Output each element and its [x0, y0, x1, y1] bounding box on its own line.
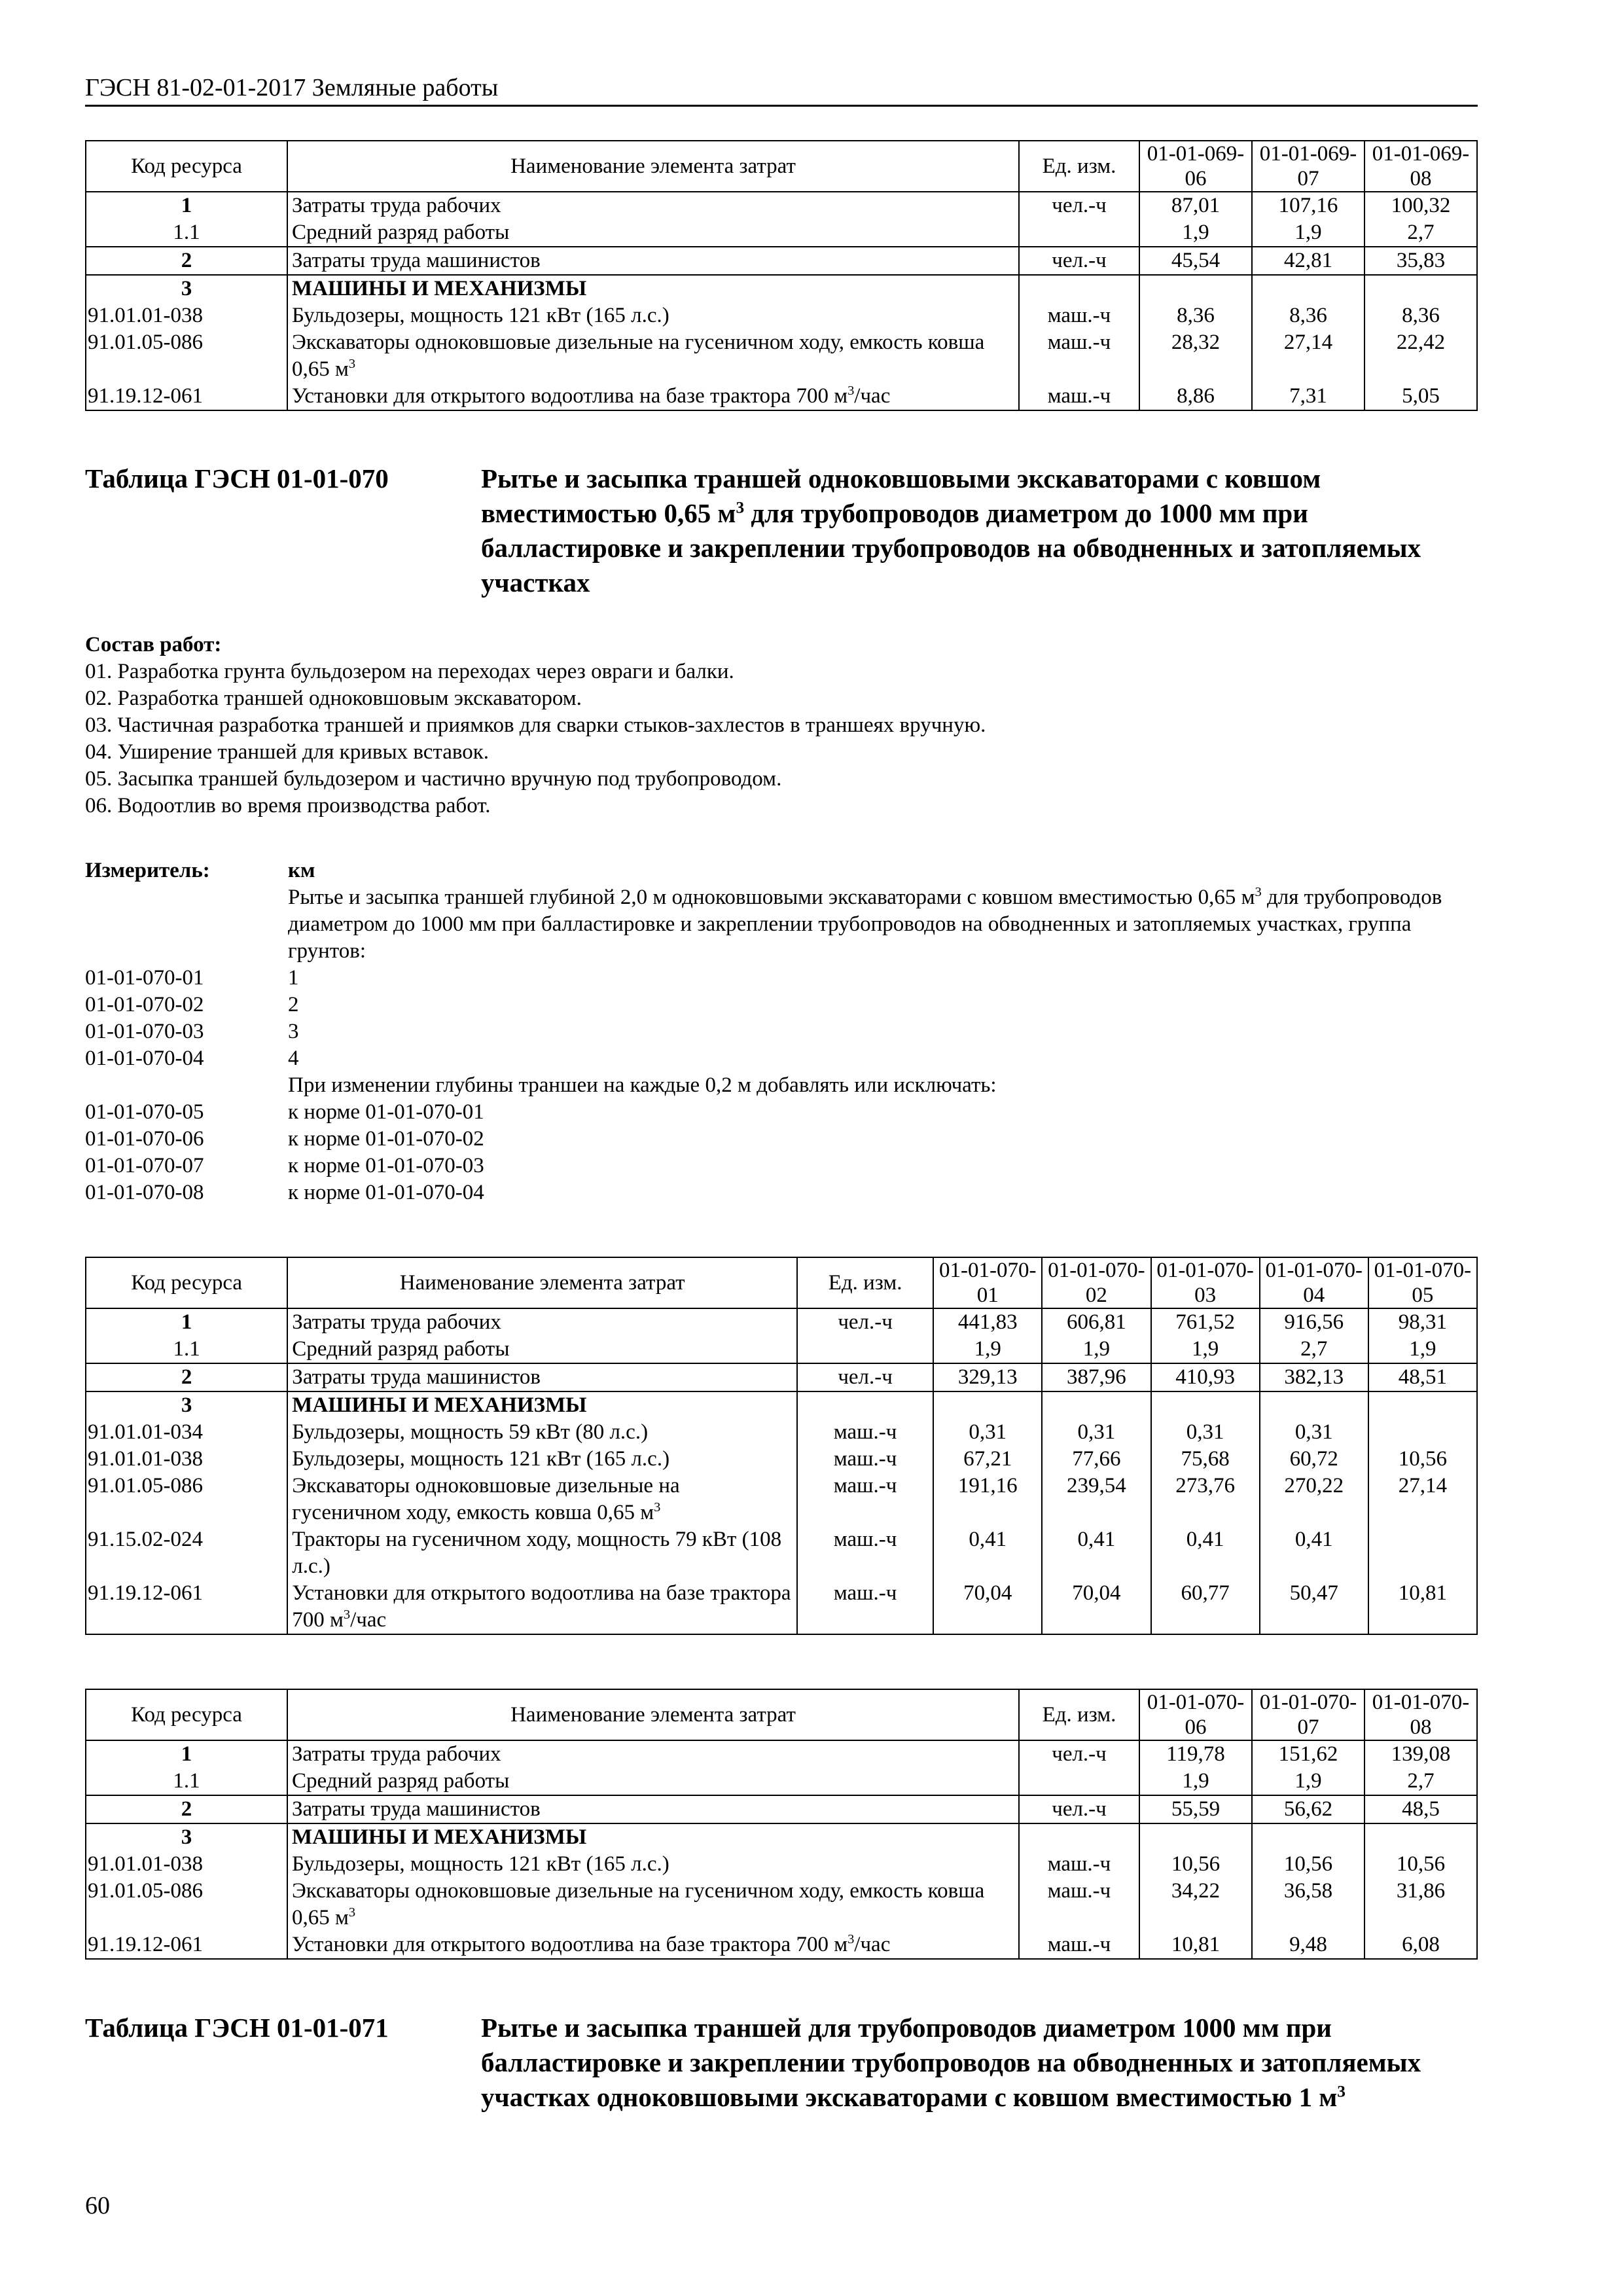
resource-value: 270,22 — [1260, 1473, 1368, 1526]
resource-code: 91.01.01-034 — [86, 1419, 287, 1446]
work-items — [85, 658, 1478, 819]
resource-value: 100,32 — [1364, 192, 1477, 219]
page-number: 60 — [85, 2192, 110, 2219]
resource-unit: чел.-ч — [1019, 1795, 1139, 1823]
resource-unit: чел.-ч — [1019, 192, 1139, 219]
table-row — [86, 1391, 1477, 1419]
resource-value: 1,9 — [1252, 1768, 1364, 1795]
resource-unit — [797, 1336, 933, 1363]
resource-value — [933, 1391, 1042, 1419]
resource-code: 91.01.01-038 — [86, 302, 287, 329]
col-header-norm: 01-01-070-02 — [1042, 1257, 1150, 1308]
meter-block — [85, 857, 1478, 1206]
resource-value: 329,13 — [933, 1363, 1042, 1391]
col-header-unit: Ед. изм. — [1019, 141, 1139, 192]
resource-value: 45,54 — [1139, 247, 1252, 275]
norm-value: 3 — [288, 1020, 299, 1043]
resource-table-069 — [85, 140, 1478, 411]
resource-value: 0,31 — [933, 1419, 1042, 1446]
resource-unit: маш.-ч — [797, 1446, 933, 1473]
norm-value: к норме 01-01-070-02 — [288, 1127, 484, 1151]
table-row — [86, 1931, 1477, 1959]
resource-name: Экскаваторы одноковшовые дизельные на гусеничном ходу, емкость ковша 0,65 $м^3$ — [287, 1878, 1019, 1931]
resource-table-070-a — [85, 1257, 1478, 1635]
resource-value: 191,16 — [933, 1473, 1042, 1526]
table-row — [86, 1878, 1477, 1931]
resource-value — [1364, 275, 1477, 302]
resource-value: 441,83 — [933, 1308, 1042, 1336]
resource-value — [1260, 1391, 1368, 1419]
resource-code: 91.19.12-061 — [86, 1580, 287, 1634]
resource-value: 387,96 — [1042, 1363, 1150, 1391]
norm-code: 01-01-070-02 — [85, 993, 204, 1016]
resource-unit: маш.-ч — [1019, 1851, 1139, 1878]
col-header-norm: 01-01-070-03 — [1151, 1257, 1260, 1308]
table-row — [86, 1446, 1477, 1473]
resource-unit: маш.-ч — [1019, 329, 1139, 383]
resource-code: 91.01.01-038 — [86, 1851, 287, 1878]
resource-value: 1,9 — [1252, 219, 1364, 247]
resource-name: Установки для открытого водоотлива на базе трактора 700 $м^3$/час — [287, 1931, 1019, 1959]
table-row — [86, 329, 1477, 383]
resource-name: Средний разряд работы — [287, 1768, 1019, 1795]
resource-value: 8,36 — [1139, 302, 1252, 329]
resource-value: 10,81 — [1368, 1580, 1477, 1634]
work-composition — [85, 632, 1478, 819]
resource-value — [1368, 1391, 1477, 1419]
table-row — [86, 1419, 1477, 1446]
resource-value: 36,58 — [1252, 1878, 1364, 1931]
resource-unit — [1019, 275, 1139, 302]
resource-value: 34,22 — [1139, 1878, 1252, 1931]
resource-value: 8,86 — [1139, 383, 1252, 410]
resource-value: 87,01 — [1139, 192, 1252, 219]
resource-value — [1252, 1823, 1364, 1851]
resource-name: Затраты труда машинистов — [287, 1795, 1019, 1823]
resource-value: 75,68 — [1151, 1446, 1260, 1473]
resource-value: 10,56 — [1252, 1851, 1364, 1878]
resource-value: 6,08 — [1364, 1931, 1477, 1959]
resource-value — [1139, 275, 1252, 302]
resource-name: Установки для открытого водоотлива на базе трактора 700 $м^3$/час — [287, 383, 1019, 410]
resource-code: 1.1 — [86, 1336, 287, 1363]
col-header-name: Наименование элемента затрат — [287, 1257, 797, 1308]
resource-value: 382,13 — [1260, 1363, 1368, 1391]
resource-code: 2 — [86, 247, 287, 275]
norm-codes-group1 — [85, 965, 1478, 1072]
col-header-norm: 01-01-070-06 — [1139, 1689, 1252, 1740]
resource-value: 239,54 — [1042, 1473, 1150, 1526]
resource-value: 1,9 — [1139, 1768, 1252, 1795]
norm-code: 01-01-070-05 — [85, 1100, 204, 1124]
work-item: 05. Засыпка траншей бульдозером и частично вручную под трубопроводом. — [85, 767, 782, 791]
resource-code: 1 — [86, 192, 287, 219]
norm-value: к норме 01-01-070-04 — [288, 1181, 484, 1204]
resource-value: 1,9 — [1151, 1336, 1260, 1363]
table-row — [86, 219, 1477, 247]
table-row — [86, 302, 1477, 329]
work-item: 06. Водоотлив во время производства работ. — [85, 794, 491, 817]
resource-value: 0,41 — [1042, 1526, 1150, 1580]
resource-unit — [1019, 1823, 1139, 1851]
resource-value: 0,41 — [1260, 1526, 1368, 1580]
norm-code: 01-01-070-01 — [85, 966, 204, 990]
table-row — [86, 1851, 1477, 1878]
col-header-norm: 01-01-070-07 — [1252, 1689, 1364, 1740]
table-caption: Рытье и засыпка траншей одноковшовыми экскаваторами с ковшом вместимостью 0,65 $м^3$ для трубопроводов диаметром до 1000 мм при балластировке и закреплении трубопроводов на обводненных и затопляемых участках — [481, 463, 1421, 598]
resource-value: 2,7 — [1364, 219, 1477, 247]
resource-value: 1,9 — [933, 1336, 1042, 1363]
resource-unit: чел.-ч — [797, 1363, 933, 1391]
table-label: Таблица ГЭСН 01-01-071 — [85, 2013, 389, 2043]
resource-value: 410,93 — [1151, 1363, 1260, 1391]
work-item: 03. Частичная разработка траншей и приямков для сварки стыков-захлестов в траншеях вручную. — [85, 713, 986, 737]
resource-value: 10,81 — [1139, 1931, 1252, 1959]
table-row — [86, 1473, 1477, 1526]
work-item: 04. Уширение траншей для кривых вставок. — [85, 740, 490, 764]
resource-code: 3 — [86, 1391, 287, 1419]
resource-value: 761,52 — [1151, 1308, 1260, 1336]
work-heading: Состав работ: — [85, 633, 222, 656]
table-row — [86, 1526, 1477, 1580]
resource-value — [1364, 1823, 1477, 1851]
resource-code: 91.01.05-086 — [86, 1473, 287, 1526]
resource-value: 0,31 — [1151, 1419, 1260, 1446]
resource-unit: маш.-ч — [1019, 302, 1139, 329]
col-header-norm: 01-01-070-04 — [1260, 1257, 1368, 1308]
resource-name: Затраты труда машинистов — [287, 247, 1019, 275]
resource-value: 139,08 — [1364, 1740, 1477, 1768]
resource-value: 9,48 — [1252, 1931, 1364, 1959]
resource-code: 2 — [86, 1363, 287, 1391]
work-item: 02. Разработка траншей одноковшовым экскаватором. — [85, 687, 582, 710]
resource-name: Бульдозеры, мощность 121 кВт (165 л.с.) — [287, 1851, 1019, 1878]
col-header-norm: 01-01-070-05 — [1368, 1257, 1477, 1308]
resource-name: МАШИНЫ И МЕХАНИЗМЫ — [287, 275, 1019, 302]
col-header-norm: 01-01-070-01 — [933, 1257, 1042, 1308]
resource-name: Бульдозеры, мощность 121 кВт (165 л.с.) — [287, 1446, 797, 1473]
resource-value — [1368, 1419, 1477, 1446]
table-row — [86, 1580, 1477, 1634]
norm-code: 01-01-070-06 — [85, 1127, 204, 1151]
resource-code: 1 — [86, 1740, 287, 1768]
table-row — [86, 1823, 1477, 1851]
resource-name: Затраты труда рабочих — [287, 1308, 797, 1336]
resource-value: 27,14 — [1252, 329, 1364, 383]
table-title-071 — [85, 2011, 1478, 2115]
resource-value: 2,7 — [1260, 1336, 1368, 1363]
resource-value: 119,78 — [1139, 1740, 1252, 1768]
resource-code: 91.19.12-061 — [86, 1931, 287, 1959]
resource-name: Средний разряд работы — [287, 219, 1019, 247]
resource-value: 98,31 — [1368, 1308, 1477, 1336]
resource-value: 10,56 — [1368, 1446, 1477, 1473]
norm-code: 01-01-070-03 — [85, 1020, 204, 1043]
resource-value: 7,31 — [1252, 383, 1364, 410]
resource-value: 60,72 — [1260, 1446, 1368, 1473]
resource-value: 916,56 — [1260, 1308, 1368, 1336]
resource-value: 60,77 — [1151, 1580, 1260, 1634]
resource-code: 1.1 — [86, 219, 287, 247]
work-item: 01. Разработка грунта бульдозером на переходах через овраги и балки. — [85, 660, 734, 683]
resource-name: Бульдозеры, мощность 59 кВт (80 л.с.) — [287, 1419, 797, 1446]
col-header-unit: Ед. изм. — [797, 1257, 933, 1308]
col-header-name: Наименование элемента затрат — [287, 141, 1019, 192]
col-header-code: Код ресурса — [86, 1689, 287, 1740]
meter-description: Рытье и засыпка траншей глубиной 2,0 м одноковшовыми экскаваторами с ковшом вместимостью 0,65 $м^3$ для трубопроводов диаметром до 1000 мм при балластировке и закреплении трубопроводов на обводненных и затопляемых участках, группа грунтов: — [288, 885, 1442, 963]
resource-value: 0,31 — [1260, 1419, 1368, 1446]
resource-value: 27,14 — [1368, 1473, 1477, 1526]
resource-value: 8,36 — [1252, 302, 1364, 329]
resource-name: Затраты труда рабочих — [287, 192, 1019, 219]
resource-name: Затраты труда рабочих — [287, 1740, 1019, 1768]
resource-value: 48,51 — [1368, 1363, 1477, 1391]
resource-value: 1,9 — [1368, 1336, 1477, 1363]
resource-name: Установки для открытого водоотлива на базе трактора 700 $м^3$/час — [287, 1580, 797, 1634]
resource-code: 91.01.05-086 — [86, 329, 287, 383]
table-row — [86, 247, 1477, 275]
resource-name: Средний разряд работы — [287, 1336, 797, 1363]
resource-value: 8,36 — [1364, 302, 1477, 329]
resource-name: Экскаваторы одноковшовые дизельные на гусеничном ходу, емкость ковша 0,65 $м^3$ — [287, 1473, 797, 1526]
resource-value: 35,83 — [1364, 247, 1477, 275]
resource-code: 1.1 — [86, 1768, 287, 1795]
table-row — [86, 383, 1477, 410]
resource-value: 67,21 — [933, 1446, 1042, 1473]
table-row — [86, 1336, 1477, 1363]
resource-value: 0,31 — [1042, 1419, 1150, 1446]
norm-code: 01-01-070-07 — [85, 1154, 204, 1177]
resource-value — [1042, 1391, 1150, 1419]
meter-label: Измеритель: — [85, 859, 210, 882]
resource-unit: чел.-ч — [1019, 247, 1139, 275]
resource-value: 56,62 — [1252, 1795, 1364, 1823]
resource-value — [1151, 1391, 1260, 1419]
resource-unit: маш.-ч — [797, 1580, 933, 1634]
table-row — [86, 275, 1477, 302]
resource-unit: маш.-ч — [797, 1419, 933, 1446]
resource-code: 91.19.12-061 — [86, 383, 287, 410]
resource-value: 2,7 — [1364, 1768, 1477, 1795]
resource-value: 0,41 — [1151, 1526, 1260, 1580]
resource-code: 1 — [86, 1308, 287, 1336]
table-label: Таблица ГЭСН 01-01-070 — [85, 463, 389, 493]
col-header-norm: 01-01-070-08 — [1364, 1689, 1477, 1740]
resource-unit: чел.-ч — [797, 1308, 933, 1336]
resource-name: Затраты труда машинистов — [287, 1363, 797, 1391]
resource-table-070-b — [85, 1689, 1478, 1960]
resource-unit: маш.-ч — [1019, 1878, 1139, 1931]
norm-code: 01-01-070-04 — [85, 1047, 204, 1070]
col-header-code: Код ресурса — [86, 141, 287, 192]
resource-name: МАШИНЫ И МЕХАНИЗМЫ — [287, 1823, 1019, 1851]
norm-value: 1 — [288, 966, 299, 990]
resource-unit: маш.-ч — [797, 1526, 933, 1580]
resource-code: 3 — [86, 1823, 287, 1851]
resource-value: 31,86 — [1364, 1878, 1477, 1931]
resource-value — [1252, 275, 1364, 302]
table-caption: Рытье и засыпка траншей для трубопроводов диаметром 1000 мм при балластировке и закреплении трубопроводов на обводненных и затопляемых участках одноковшовыми экскаваторами с ковшом вместимостью 1 $м^3$ — [481, 2013, 1421, 2112]
resource-unit: чел.-ч — [1019, 1740, 1139, 1768]
running-header: ГЭСН 81-02-01-2017 Земляные работы — [85, 73, 1478, 107]
norm-value: 4 — [288, 1047, 299, 1070]
resource-code: 91.01.05-086 — [86, 1878, 287, 1931]
meter-unit: км — [288, 859, 315, 882]
col-header-name: Наименование элемента затрат — [287, 1689, 1019, 1740]
resource-unit — [1019, 219, 1139, 247]
resource-unit: маш.-ч — [797, 1473, 933, 1526]
col-header-norm: 01-01-069-06 — [1139, 141, 1252, 192]
meter-note: При изменении глубины траншеи на каждые 0,2 м добавлять или исключать: — [288, 1073, 997, 1097]
resource-unit: маш.-ч — [1019, 1931, 1139, 1959]
resource-name: Тракторы на гусеничном ходу, мощность 79 кВт (108 л.с.) — [287, 1526, 797, 1580]
resource-value: 606,81 — [1042, 1308, 1150, 1336]
table-title-070 — [85, 461, 1478, 600]
resource-value: 107,16 — [1252, 192, 1364, 219]
table-row — [86, 1308, 1477, 1336]
resource-value — [1139, 1823, 1252, 1851]
resource-unit — [797, 1391, 933, 1419]
col-header-code: Код ресурса — [86, 1257, 287, 1308]
table-row — [86, 1363, 1477, 1391]
resource-value: 10,56 — [1139, 1851, 1252, 1878]
resource-value: 50,47 — [1260, 1580, 1368, 1634]
table-row — [86, 1740, 1477, 1768]
resource-code: 91.01.01-038 — [86, 1446, 287, 1473]
resource-value: 1,9 — [1139, 219, 1252, 247]
col-header-norm: 01-01-069-07 — [1252, 141, 1364, 192]
resource-value: 273,76 — [1151, 1473, 1260, 1526]
resource-value: 70,04 — [933, 1580, 1042, 1634]
resource-code: 3 — [86, 275, 287, 302]
resource-value: 0,41 — [933, 1526, 1042, 1580]
resource-code: 91.15.02-024 — [86, 1526, 287, 1580]
resource-value — [1368, 1526, 1477, 1580]
resource-value: 48,5 — [1364, 1795, 1477, 1823]
resource-name: Бульдозеры, мощность 121 кВт (165 л.с.) — [287, 302, 1019, 329]
table-row — [86, 1795, 1477, 1823]
norm-value: к норме 01-01-070-01 — [288, 1100, 484, 1124]
resource-value: 5,05 — [1364, 383, 1477, 410]
norm-value: 2 — [288, 993, 299, 1016]
col-header-unit: Ед. изм. — [1019, 1689, 1139, 1740]
resource-value: 42,81 — [1252, 247, 1364, 275]
resource-name: Экскаваторы одноковшовые дизельные на гусеничном ходу, емкость ковша 0,65 $м^3$ — [287, 329, 1019, 383]
resource-value: 28,32 — [1139, 329, 1252, 383]
resource-value: 70,04 — [1042, 1580, 1150, 1634]
resource-value: 10,56 — [1364, 1851, 1477, 1878]
table-row — [86, 192, 1477, 219]
resource-unit — [1019, 1768, 1139, 1795]
resource-value: 1,9 — [1042, 1336, 1150, 1363]
resource-code: 2 — [86, 1795, 287, 1823]
resource-value: 22,42 — [1364, 329, 1477, 383]
resource-value: 77,66 — [1042, 1446, 1150, 1473]
resource-name: МАШИНЫ И МЕХАНИЗМЫ — [287, 1391, 797, 1419]
resource-value: 151,62 — [1252, 1740, 1364, 1768]
norm-value: к норме 01-01-070-03 — [288, 1154, 484, 1177]
table-row — [86, 1768, 1477, 1795]
resource-unit: маш.-ч — [1019, 383, 1139, 410]
norm-codes-group2 — [85, 1099, 1478, 1206]
col-header-norm: 01-01-069-08 — [1364, 141, 1477, 192]
norm-code: 01-01-070-08 — [85, 1181, 204, 1204]
resource-value: 55,59 — [1139, 1795, 1252, 1823]
